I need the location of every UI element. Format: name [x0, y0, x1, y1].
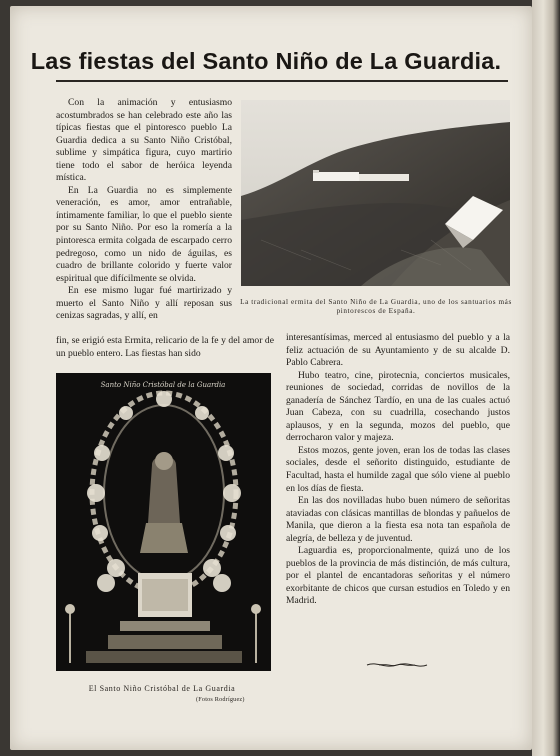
shrine-photo [56, 373, 271, 671]
ornament-divider [365, 660, 429, 670]
paragraph: En las dos novilladas hubo buen número de señoritas ataviadas con clásicas mantillas de blondas y pañuelos de Manila, que dieron a la fiesta esa nota tan española de alegría, de belleza y de juventud. [286, 495, 510, 544]
left-column-top [56, 97, 232, 323]
paragraph: Laguardia es, proporcionalmente, quizá uno de los pueblos de la provincia de más distinción, de más cultura, por el plantel de encantadoras señoritas y el número exorbitante de chicos que cursan estudios en Toledo y en Madrid. [286, 545, 510, 607]
article-title: Las fiestas del Santo Niño de La Guardia. [30, 48, 502, 74]
hermitage-caption: La tradicional ermita del Santo Niño de La Guardia, uno de los santuarios más pintorescos de España. [240, 298, 512, 315]
hermitage-photo [241, 100, 510, 286]
paragraph: fin, se erigió esta Ermita, relicario de la fe y del amor de un pueblo entero. Las fiestas han sido [56, 335, 274, 359]
paragraph: Hubo teatro, cine, pirotecnia, conciertos musicales, reuniones de sociedad, corridas de novillos de la ganadería de Sánchez Tardío, en una de las cuales actuó Juan Cabeza, con su cuadrilla, cosechando justos aplausos, y en la segunda, mozos del pueblo, que derrocharon valor y majeza. [286, 369, 510, 444]
shrine-caption: El Santo Niño Cristóbal de La Guardia [88, 684, 236, 693]
left-column-bottom [56, 335, 274, 360]
paragraph: interesantísimas, merced al entusiasmo del pueblo y a la feliz actuación de su Ayuntamiento y de su alcalde D. Pablo Cabrera. [286, 332, 510, 369]
shrine-illustration [56, 373, 271, 671]
title-rule [56, 80, 508, 82]
right-column [286, 332, 510, 608]
paragraph: En ese mismo lugar fué martirizado y muerto el Santo Niño y allí reposan sus cenizas sagradas, y allí, en [56, 285, 232, 322]
paragraph: Estos mozos, gente joven, eran los de todas las clases sociales, desde el señorito distinguido, estudiante de Facultad, hasta el humilde zagal que sólo viene al pueblo en los días de fiesta. [286, 444, 510, 494]
hermitage-illustration [241, 100, 510, 286]
photo-credit: (Fotos Rodríguez) [196, 696, 245, 703]
paragraph: Con la animación y entusiasmo acostumbrados se han celebrado este año las típicas fiestas que el pintoresco pueblo La Guardia dedica a su Santo Niño Cristóbal, sublime y simpática figura, cuyo martirio tiene todo el sabor de heróica leyenda mística. [56, 97, 232, 184]
shrine-inscription: Santo Niño Cristóbal de la Guardia [100, 381, 226, 389]
page-spine [532, 0, 560, 756]
paragraph: En La Guardia no es simplemente veneración, es amor, amor entrañable, íntimamente familiar, lo que el pueblo siente por su Santo Niño. Por eso la romería a la pintoresca ermita colgada de escarpado cerro pedregoso, como un nido de águilas, es cuadro de brillante colorido y fuerte valor espiritual que difícilmente se olvida. [56, 184, 232, 284]
